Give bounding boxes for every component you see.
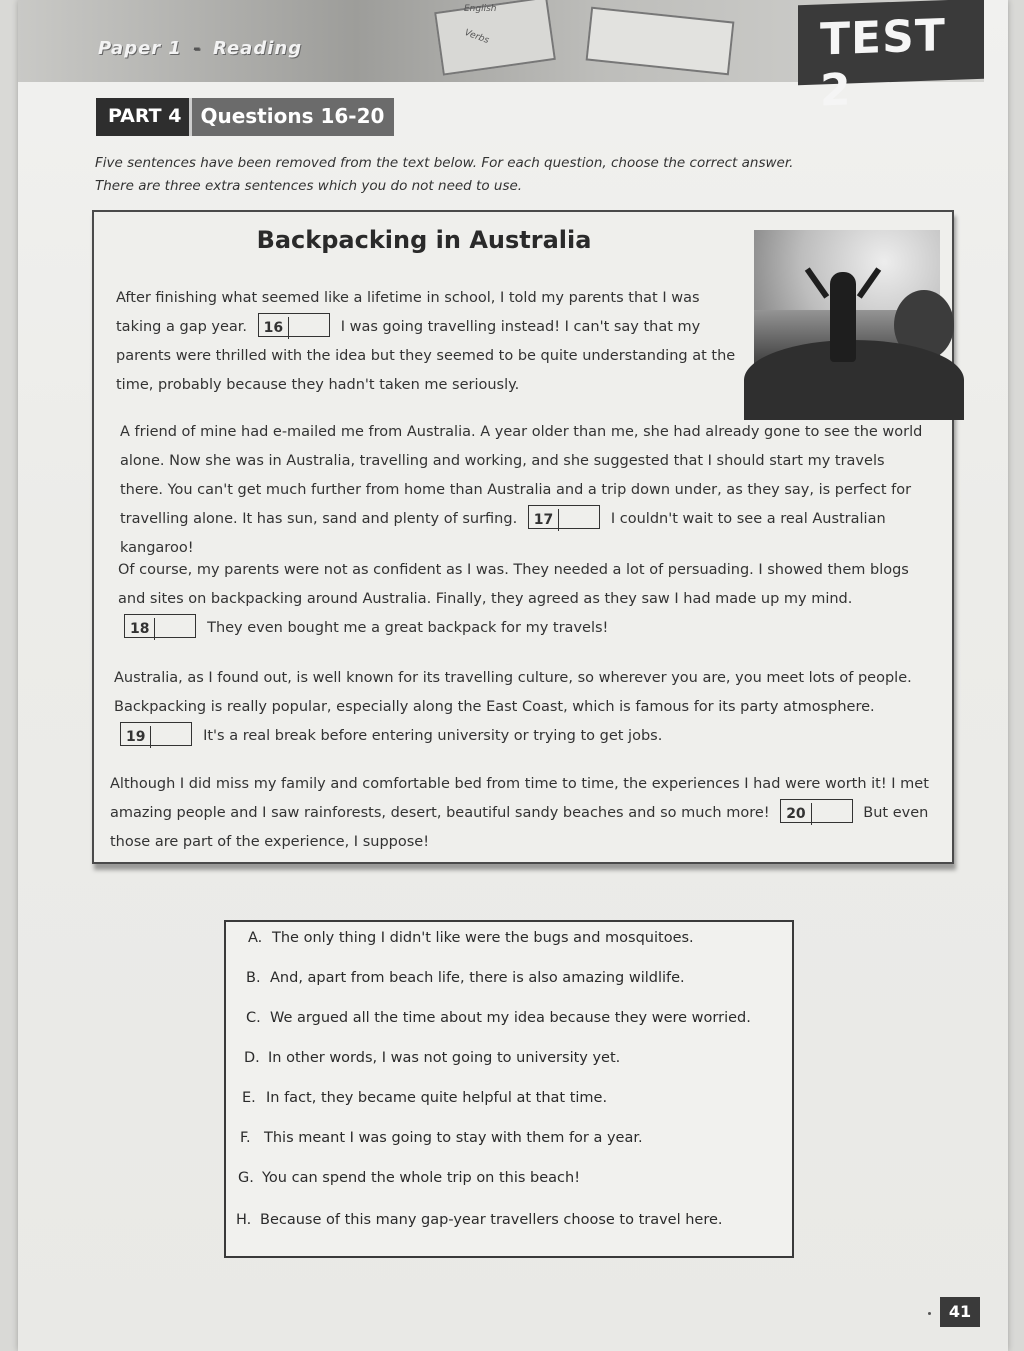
instructions: [95, 152, 855, 198]
answer-gap-19[interactable]: [120, 722, 192, 746]
option-letter: D.: [244, 1050, 260, 1066]
test-tab: [798, 0, 984, 117]
article-box: [92, 210, 954, 864]
option-text: We argued all the time about my idea because they were worried.: [270, 1010, 751, 1026]
gap-number: 18: [125, 618, 155, 640]
gap-number: 16: [259, 317, 289, 339]
book-illustration: [586, 7, 735, 76]
option-text: In fact, they became quite helpful at that time.: [266, 1090, 608, 1106]
instruction-line: There are three extra sentences which you do not need to use.: [95, 178, 523, 194]
option-text: You can spend the whole trip on this beach!: [262, 1170, 581, 1186]
part-heading: [96, 98, 394, 136]
option-letter: B.: [246, 970, 261, 986]
option-text: The only thing I didn't like were the bugs and mosquitoes.: [272, 930, 694, 946]
page-dot: [928, 1312, 931, 1315]
article-paragraph: [118, 556, 934, 643]
option-letter: F.: [240, 1130, 251, 1146]
paragraph-text: They even bought me a great backpack for my travels!: [207, 620, 609, 636]
option-b[interactable]: [246, 970, 685, 986]
answer-gap-16[interactable]: [258, 313, 330, 337]
paper-label: [98, 38, 302, 59]
article-title: Backpacking in Australia: [256, 226, 592, 254]
option-a[interactable]: [248, 930, 694, 946]
article-paragraph: [110, 770, 934, 857]
option-text: Because of this many gap-year travellers choose to travel here.: [260, 1212, 723, 1228]
part-label: PART 4: [96, 98, 189, 136]
backpacker-photo: [754, 230, 940, 400]
paragraph-text: I couldn't wait to see a real Australian kangaroo!: [120, 511, 886, 556]
article-paragraph: [120, 418, 932, 563]
option-letter: C.: [246, 1010, 261, 1026]
section-name: Reading: [213, 38, 303, 59]
option-text: This meant I was going to stay with them for a year.: [264, 1130, 643, 1146]
option-letter: H.: [236, 1212, 252, 1228]
answer-gap-18[interactable]: [124, 614, 196, 638]
option-text: In other words, I was not going to university yet.: [268, 1050, 621, 1066]
book-word-label: English: [464, 4, 497, 14]
page-sheet: [18, 0, 1008, 1351]
gap-number: 19: [121, 726, 151, 748]
page-number: 41: [940, 1297, 980, 1327]
instruction-line: Five sentences have been removed from the text below. For each question, choose the correct answer.: [95, 155, 794, 171]
option-c[interactable]: [246, 1010, 751, 1026]
answer-gap-17[interactable]: [528, 505, 600, 529]
option-g[interactable]: [238, 1170, 580, 1186]
questions-label: Questions 16-20: [189, 98, 394, 136]
option-h[interactable]: [236, 1212, 723, 1228]
option-e[interactable]: [242, 1090, 607, 1106]
paragraph-text: Of course, my parents were not as confident as I was. They needed a lot of persuading. I showed them blogs and sites on backpacking around Australia. Finally, they agreed as they saw I had made up my mind.: [118, 562, 909, 607]
answer-gap-20[interactable]: [780, 799, 852, 823]
paragraph-text: A friend of mine had e-mailed me from Australia. A year older than me, she had already gone to see the world alone. Now she was in Australia, travelling and working, and she suggested that I should start my travels there. You can't get much further from home than Australia and a trip down under, as they say, is perfect for travelling alone. It has sun, sand and plenty of surfing.: [120, 424, 923, 527]
option-text: And, apart from beach life, there is also amazing wildlife.: [270, 970, 685, 986]
test-label: TEST 2: [820, 10, 946, 117]
option-letter: E.: [242, 1090, 256, 1106]
paragraph-text: But even those are part of the experience, I suppose!: [110, 805, 929, 850]
article-paragraph: [116, 284, 746, 400]
options-box: [224, 920, 794, 1258]
option-f[interactable]: [240, 1130, 643, 1146]
paper-name: Paper 1: [98, 38, 182, 59]
paragraph-text: Australia, as I found out, is well known for its travelling culture, so wherever you are, you meet lots of people. Backpacking is really popular, especially along the East Coast, which is famous for its party atmosphere.: [114, 670, 912, 715]
gap-number: 20: [781, 803, 811, 825]
gap-number: 17: [529, 509, 559, 531]
paragraph-text: I was going travelling instead! I can't say that my parents were thrilled with the idea but they seemed to be quite understanding at the time, probably because they hadn't taken me seriously.: [116, 319, 736, 393]
option-d[interactable]: [244, 1050, 620, 1066]
paragraph-text: It's a real break before entering university or trying to get jobs.: [203, 728, 663, 744]
paper-separator: -: [193, 38, 202, 59]
paragraph-text: After finishing what seemed like a lifetime in school, I told my parents that I was taking a gap year.: [116, 290, 700, 335]
article-paragraph: [114, 664, 934, 751]
option-letter: G.: [238, 1170, 254, 1186]
option-letter: A.: [248, 930, 263, 946]
paragraph-text: Although I did miss my family and comfortable bed from time to time, the experiences I had were worth it! I met amazing people and I saw rainforests, desert, beautiful sandy beaches and so much more!: [110, 776, 929, 821]
book-word-label: Verbs: [463, 27, 491, 47]
